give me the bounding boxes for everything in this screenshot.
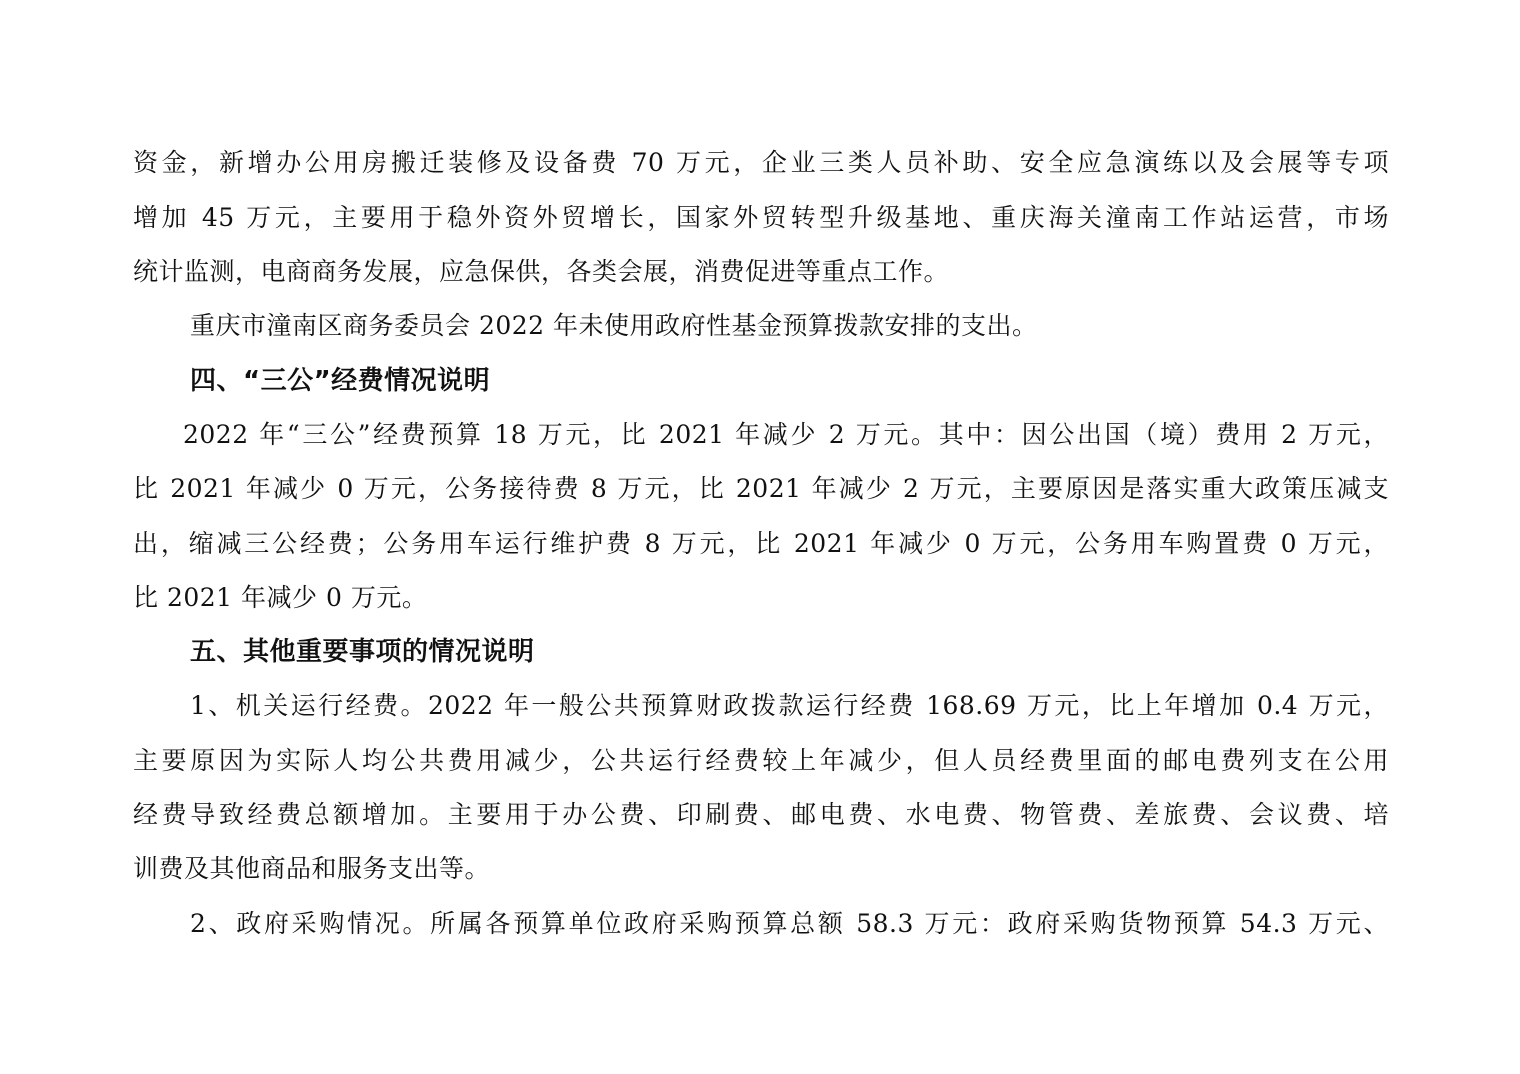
- paragraph-line: 训费及其他商品和服务支出等。: [133, 854, 491, 883]
- paragraph-line: 统计监测，电商商务发展，应急保供，各类会展，消费促进等重点工作。: [133, 257, 950, 286]
- section-heading: 五、其他重要事项的情况说明: [190, 637, 535, 667]
- paragraph-line: 比 2021 年减少 0 万元。: [133, 583, 428, 612]
- paragraph-line: 出，缩减三公经费；公务用车运行维护费 8 万元，比 2021 年减少 0 万元，公务用车购置费 0 万元，: [133, 529, 1389, 558]
- paragraph-line: 2、政府采购情况。所属各预算单位政府采购预算总额 58.3 万元：政府采购货物预算 54.3 万元、: [190, 909, 1389, 938]
- paragraph-line: 1、机关运行经费。2022 年一般公共预算财政拨款运行经费 168.69 万元，比上年增加 0.4 万元，: [190, 691, 1389, 720]
- paragraph-line: 主要原因为实际人均公共费用减少，公共运行经费较上年减少，但人员经费里面的邮电费列支在公用: [133, 746, 1389, 775]
- paragraph-line: 比 2021 年减少 0 万元，公务接待费 8 万元，比 2021 年减少 2 万元，主要原因是落实重大政策压减支: [133, 474, 1389, 503]
- paragraph-line: 重庆市潼南区商务委员会 2022 年未使用政府性基金预算拨款安排的支出。: [190, 311, 1038, 340]
- paragraph-line: 资金，新增办公用房搬迁装修及设备费 70 万元，企业三类人员补助、安全应急演练以及会展等专项: [133, 148, 1389, 177]
- paragraph-line: 增加 45 万元，主要用于稳外资外贸增长，国家外贸转型升级基地、重庆海关潼南工作站运营，市场: [133, 203, 1389, 232]
- paragraph-line: 2022 年“三公”经费预算 18 万元，比 2021 年减少 2 万元。其中：因公出国（境）费用 2 万元，: [183, 420, 1389, 449]
- paragraph-line: 经费导致经费总额增加。主要用于办公费、印刷费、邮电费、水电费、物管费、差旅费、会议费、培: [133, 800, 1389, 829]
- section-heading: 四、“三公”经费情况说明: [190, 366, 491, 396]
